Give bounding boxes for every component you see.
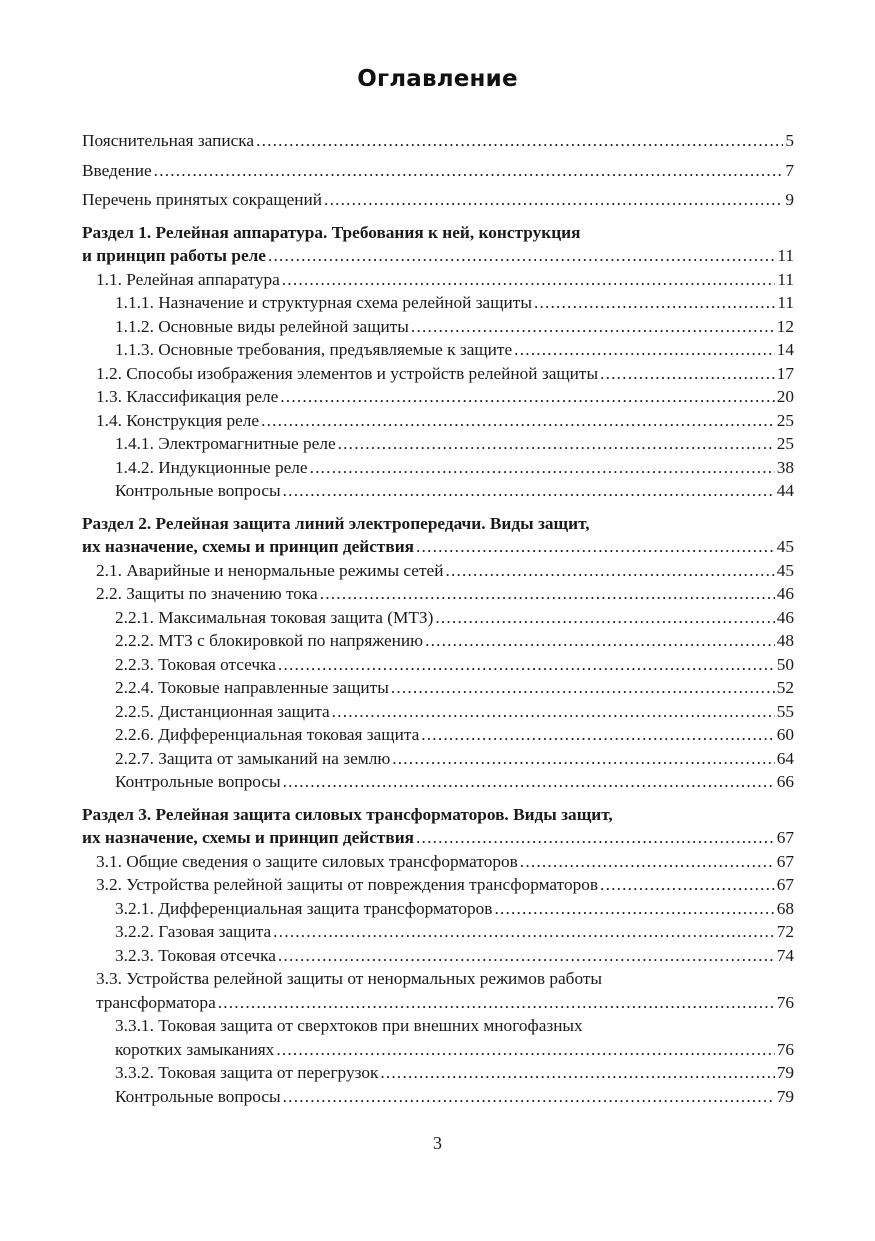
- toc-entry-page: 25: [776, 410, 794, 430]
- toc-entry-page: 55: [776, 701, 794, 721]
- toc-entry-title: 2.2.6. Дифференциальная токовая защита: [115, 725, 420, 744]
- toc-entry-cont[interactable]: [82, 991, 794, 1015]
- dot-leader: [310, 456, 775, 480]
- dot-leader: [278, 944, 775, 968]
- toc-entry-page: 79: [776, 1063, 794, 1082]
- toc-entry-title: 3.2.3. Токовая отсечка: [115, 945, 276, 965]
- dot-leader: [435, 606, 774, 630]
- toc-entry[interactable]: [82, 268, 794, 292]
- dot-leader: [324, 188, 783, 212]
- toc-entry[interactable]: [82, 582, 794, 606]
- toc-entry-page: 7: [785, 160, 794, 180]
- dot-leader: [268, 244, 775, 268]
- toc-entry[interactable]: [82, 291, 794, 315]
- toc-entry-page: 48: [776, 631, 794, 650]
- toc-entry[interactable]: [82, 432, 794, 456]
- toc-entry-page: 68: [776, 898, 794, 918]
- toc-entry[interactable]: 3.3.1. Токовая защита от сверхтоков при внешних многофазных: [115, 1016, 583, 1035]
- toc-entry[interactable]: [82, 159, 794, 183]
- toc-entry-page: 67: [776, 851, 794, 871]
- toc-entry-page: 67: [776, 875, 794, 894]
- toc-entry-page: 45: [776, 537, 794, 556]
- toc-entry-page: 74: [776, 945, 794, 965]
- section-2-heading[interactable]: Раздел 2. Релейная защита линий электропередачи. Виды защит,: [82, 513, 590, 533]
- dot-leader: [416, 826, 775, 850]
- dot-leader: [338, 432, 775, 456]
- dot-leader: [256, 129, 783, 153]
- section-1-heading[interactable]: Раздел 1. Релейная аппаратура. Требования к ней, конструкция: [82, 222, 581, 242]
- toc-entry-title: 1.4.2. Индукционные реле: [115, 457, 308, 477]
- toc-entry[interactable]: [82, 920, 794, 944]
- dot-leader: [600, 362, 775, 386]
- toc-entry-page: 46: [776, 584, 794, 603]
- toc-entry-title: Контрольные вопросы: [115, 1086, 281, 1106]
- toc-entry-page: 17: [776, 363, 794, 383]
- toc-entry-page: 9: [785, 190, 794, 209]
- toc-entry-page: 52: [776, 678, 794, 697]
- toc-entry-page: 50: [776, 654, 794, 674]
- toc-entry-title: трансформатора: [96, 992, 216, 1012]
- toc-entry-title: 2.2. Защиты по значению тока: [96, 584, 318, 603]
- dot-leader: [411, 315, 775, 339]
- section-1-heading-cont[interactable]: [82, 244, 794, 268]
- dot-leader: [278, 653, 775, 677]
- toc-entry-page: 72: [776, 922, 794, 941]
- dot-leader: [283, 770, 775, 794]
- toc-entry[interactable]: [82, 362, 794, 386]
- toc-entry-title: и принцип работы реле: [82, 246, 266, 265]
- toc-entry[interactable]: [82, 850, 794, 874]
- toc-entry[interactable]: [82, 385, 794, 409]
- toc-entry-title: Перечень принятых сокращений: [82, 190, 323, 209]
- toc-entry-title: 2.2.2. МТЗ с блокировкой по напряжению: [115, 631, 424, 650]
- toc-entry-page: 11: [777, 293, 794, 312]
- toc-entry[interactable]: [82, 873, 794, 897]
- toc-entry[interactable]: 3.3. Устройства релейной защиты от ненормальных режимов работы: [96, 969, 603, 988]
- toc-entry-title: 1.4.1. Электромагнитные реле: [115, 434, 336, 453]
- toc-entry-title: их назначение, схемы и принцип действия: [82, 828, 415, 847]
- dot-leader: [392, 747, 774, 771]
- toc-entry-title: 1.1.3. Основные требования, предъявляемые к защите: [115, 340, 513, 359]
- toc-entry-title: их назначение, схемы и принцип действия: [82, 537, 415, 556]
- toc-entry-title: коротких замыканиях: [115, 1039, 275, 1059]
- toc-entry-title: 2.2.7. Защита от замыканий на землю: [115, 748, 391, 768]
- toc-entry-title: 2.2.3. Токовая отсечка: [115, 654, 276, 674]
- toc-entry-title: 1.1. Релейная аппаратура: [96, 269, 280, 289]
- dot-leader: [416, 535, 775, 559]
- toc-entry[interactable]: [82, 338, 794, 362]
- toc-entry-title: Пояснительная записка: [82, 131, 255, 150]
- page-title: Оглавление: [357, 66, 518, 92]
- toc-entry-title: 3.2.1. Дифференциальная защита трансформаторов: [115, 898, 493, 918]
- section-2-heading-cont[interactable]: [82, 535, 794, 559]
- toc-entry-page: 25: [776, 434, 794, 453]
- toc-entry-title: 1.1.1. Назначение и структурная схема релейной защиты: [115, 293, 532, 312]
- toc-entry[interactable]: [82, 188, 794, 212]
- toc-entry-title: 2.2.1. Максимальная токовая защита (МТЗ): [115, 607, 434, 627]
- dot-leader: [283, 479, 775, 503]
- toc-entry-page: 20: [776, 387, 794, 406]
- toc-entry-title: Контрольные вопросы: [115, 481, 281, 500]
- toc-entry-title: 2.2.5. Дистанционная защита: [115, 701, 330, 721]
- dot-leader: [494, 897, 774, 921]
- dot-leader: [276, 1038, 774, 1062]
- toc-entry[interactable]: [82, 129, 794, 153]
- toc-entry-page: 11: [777, 269, 794, 289]
- toc-entry-title: 1.1.2. Основные виды релейной защиты: [115, 316, 409, 336]
- toc-entry[interactable]: [82, 944, 794, 968]
- toc-entry-title: 3.1. Общие сведения о защите силовых трансформаторов: [96, 851, 518, 871]
- toc-entry-title: Введение: [82, 160, 152, 180]
- toc-entry[interactable]: [82, 700, 794, 724]
- dot-leader: [332, 700, 775, 724]
- toc-entry-page: 76: [776, 1039, 794, 1059]
- toc-entry-title: 3.2. Устройства релейной защиты от повреждения трансформаторов: [96, 875, 599, 894]
- toc-entry[interactable]: [82, 897, 794, 921]
- toc-entry-page: 64: [776, 748, 794, 768]
- toc-entry[interactable]: [82, 676, 794, 700]
- toc-entry-page: 67: [776, 828, 794, 847]
- toc-entry[interactable]: [82, 747, 794, 771]
- toc-entry[interactable]: [82, 315, 794, 339]
- toc-entry-title: Контрольные вопросы: [115, 772, 281, 791]
- dot-leader: [218, 991, 775, 1015]
- dot-leader: [514, 338, 775, 362]
- toc-entry[interactable]: [82, 409, 794, 433]
- toc-entry-title: 1.2. Способы изображения элементов и устройств релейной защиты: [96, 363, 599, 383]
- toc-entry[interactable]: [82, 629, 794, 653]
- toc-entry-page: 44: [776, 481, 794, 500]
- toc-entry-page: 12: [776, 316, 794, 336]
- dot-leader: [425, 629, 775, 653]
- toc-entry-title: 1.4. Конструкция реле: [96, 410, 260, 430]
- dot-leader: [520, 850, 775, 874]
- toc-entry-page: 11: [777, 246, 794, 265]
- dot-leader: [391, 676, 775, 700]
- dot-leader: [154, 159, 784, 183]
- dot-leader: [320, 582, 775, 606]
- page-number: 3: [433, 1133, 442, 1153]
- toc-entry-page: 14: [776, 340, 794, 359]
- toc-entry-title: 1.3. Классификация реле: [96, 387, 279, 406]
- toc-entry-title: 2.1. Аварийные и ненормальные режимы сетей: [96, 560, 444, 580]
- toc-entry-title: 2.2.4. Токовые направленные защиты: [115, 678, 389, 697]
- dot-leader: [280, 385, 774, 409]
- dot-leader: [600, 873, 775, 897]
- dot-leader: [534, 291, 775, 315]
- toc-entry-page: 60: [776, 725, 794, 744]
- dot-leader: [282, 268, 776, 292]
- dot-leader: [283, 1085, 775, 1109]
- toc-entry-title: 3.3.2. Токовая защита от перегрузок: [115, 1063, 379, 1082]
- toc-entry-page: 66: [776, 772, 794, 791]
- toc-entry[interactable]: [82, 1061, 794, 1085]
- toc-entry[interactable]: [82, 456, 794, 480]
- dot-leader: [380, 1061, 774, 1085]
- dot-leader: [421, 723, 774, 747]
- dot-leader: [261, 409, 775, 433]
- toc-entry-cont[interactable]: [82, 1038, 794, 1062]
- toc-entry[interactable]: [82, 723, 794, 747]
- dot-leader: [273, 920, 775, 944]
- toc-entry[interactable]: [82, 653, 794, 677]
- toc-entry[interactable]: [82, 770, 794, 794]
- toc-entry-page: 76: [776, 992, 794, 1012]
- toc-entry[interactable]: [82, 479, 794, 503]
- toc-entry-title: 3.2.2. Газовая защита: [115, 922, 272, 941]
- toc-entry-page: 38: [776, 457, 794, 477]
- toc-entry-page: 45: [776, 560, 794, 580]
- table-of-contents: [82, 129, 794, 1108]
- toc-entry-page: 5: [785, 131, 794, 150]
- toc-entry[interactable]: [82, 606, 794, 630]
- section-3-heading-cont[interactable]: [82, 826, 794, 850]
- toc-entry[interactable]: [82, 559, 794, 583]
- section-3-heading[interactable]: Раздел 3. Релейная защита силовых трансформаторов. Виды защит,: [82, 804, 613, 824]
- dot-leader: [445, 559, 774, 583]
- toc-entry-page: 46: [776, 607, 794, 627]
- toc-entry-page: 79: [776, 1086, 794, 1106]
- toc-entry[interactable]: [82, 1085, 794, 1109]
